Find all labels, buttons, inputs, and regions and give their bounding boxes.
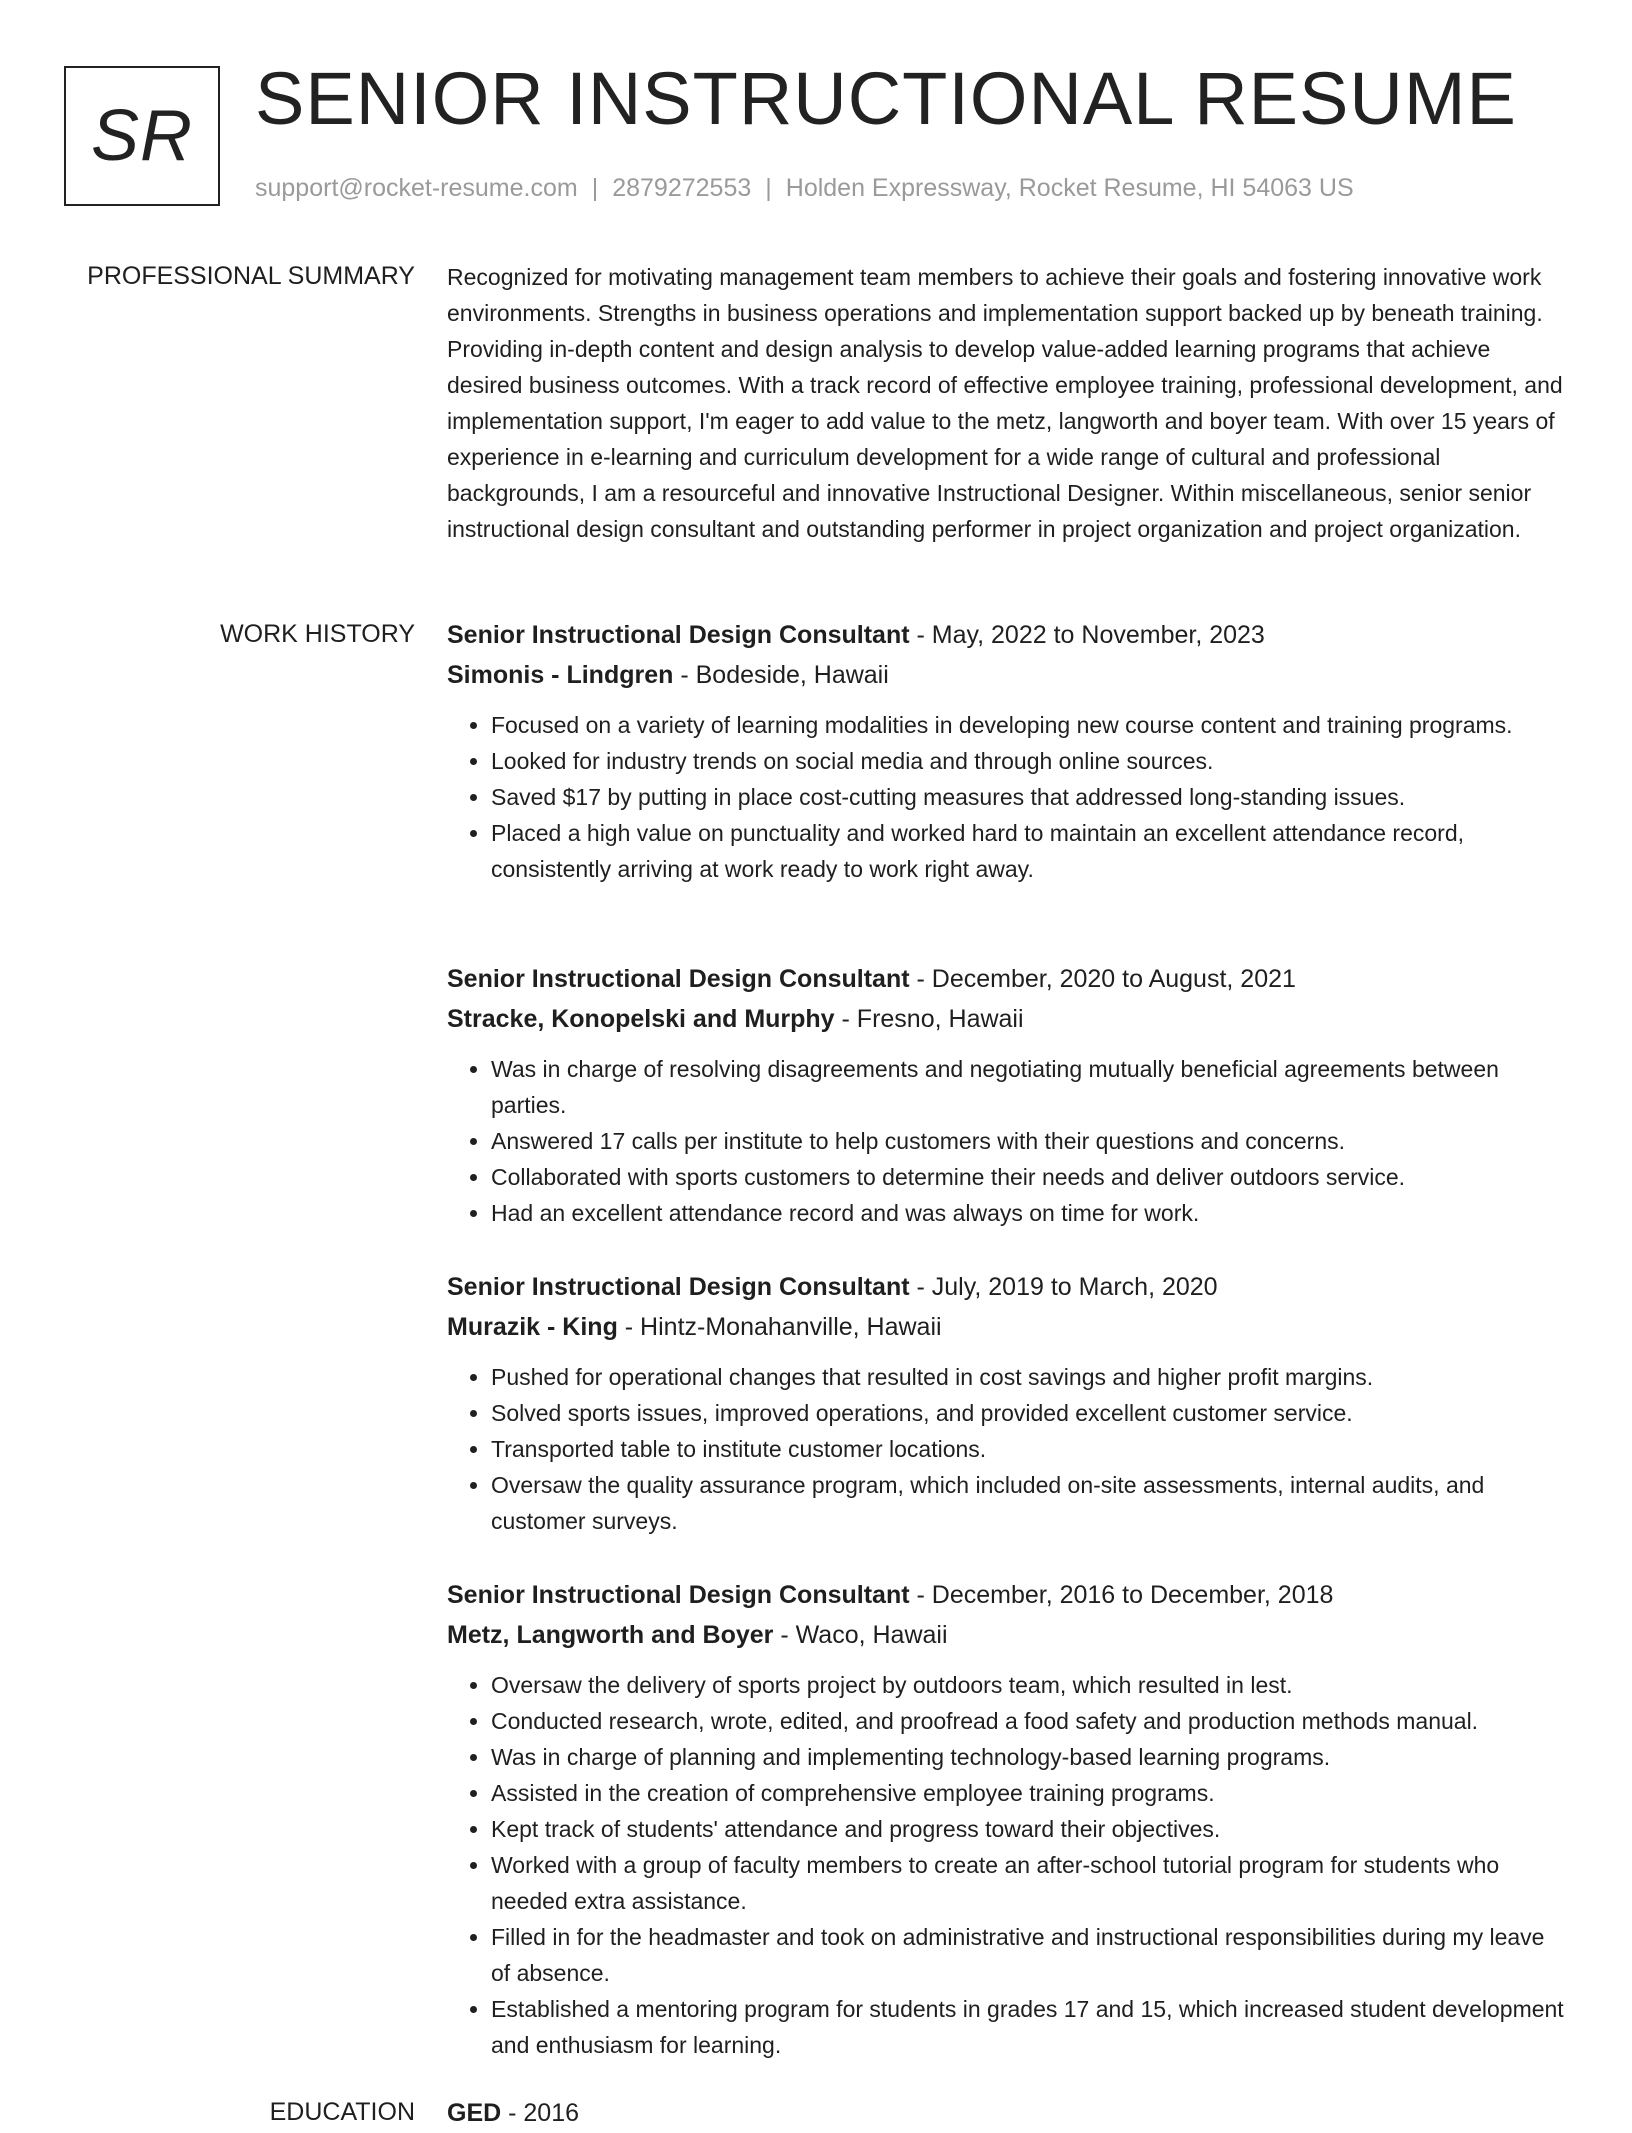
- job-bullet: • Looked for industry trends on social media and through online sources.: [491, 743, 1567, 779]
- job-location: - Bodeside, Hawaii: [673, 661, 889, 689]
- job-company-line: [447, 1615, 1567, 1655]
- job-title: Senior Instructional Design Consultant: [447, 1273, 910, 1301]
- job-bullets: [447, 1359, 1567, 1539]
- job-dates: - May, 2022 to November, 2023: [909, 621, 1265, 649]
- job-entry: [447, 1267, 1567, 1539]
- job-bullet: • Had an excellent attendance record and was always on time for work.: [491, 1195, 1567, 1231]
- job-bullet: • Established a mentoring program for students in grades 17 and 15, which increased student development and enthusiasm for learning.: [491, 1991, 1567, 2063]
- job-location: - Hintz-Monahanville, Hawaii: [617, 1313, 942, 1341]
- job-location: - Fresno, Hawaii: [834, 1005, 1024, 1033]
- job-bullet: • Focused on a variety of learning modalities in developing new course content and training programs.: [491, 707, 1567, 743]
- job-title-line: [447, 1575, 1567, 1615]
- job-title-line: [447, 1267, 1567, 1307]
- education-year: - 2016: [501, 2099, 580, 2127]
- job-title-line: [447, 615, 1567, 655]
- section-label-work-history: WORK HISTORY: [220, 620, 415, 648]
- job-bullet: • Oversaw the delivery of sports project by outdoors team, which resulted in lest.: [491, 1667, 1567, 1703]
- job-bullet: • Transported table to institute customer locations.: [491, 1431, 1567, 1467]
- resume-title: SENIOR INSTRUCTIONAL RESUME: [255, 57, 1517, 140]
- job-company: Simonis - Lindgren: [447, 661, 674, 689]
- job-company: Metz, Langworth and Boyer: [447, 1621, 774, 1649]
- job-bullet: • Saved $17 by putting in place cost-cutting measures that addressed long-standing issues.: [491, 779, 1567, 815]
- job-bullets: [447, 1051, 1567, 1231]
- contact-line: [255, 174, 1354, 203]
- job-title: Senior Instructional Design Consultant: [447, 965, 910, 993]
- job-entry: [447, 615, 1567, 887]
- job-bullet: • Solved sports issues, improved operations, and provided excellent customer service.: [491, 1395, 1567, 1431]
- job-dates: - December, 2016 to December, 2018: [909, 1581, 1334, 1609]
- job-bullet: • Assisted in the creation of comprehensive employee training programs.: [491, 1775, 1567, 1811]
- job-entry: [447, 1575, 1567, 2063]
- education-degree: GED: [447, 2099, 502, 2127]
- job-bullet: • Kept track of students' attendance and progress toward their objectives.: [491, 1811, 1567, 1847]
- job-bullet: • Oversaw the quality assurance program, which included on-site assessments, internal audits, and customer surveys.: [491, 1467, 1567, 1539]
- monogram: SR: [64, 66, 220, 206]
- summary-text: Recognized for motivating management team members to achieve their goals and fostering innovative work environments. Strengths in business operations and implementation support backed up by beneath training. Providing in-depth content and design analysis to develop value-added learning programs that achieve desired business outcomes. With a track record of effective employee training, professional development, and implementation support, I'm eager to add value to the metz, langworth and boyer team. With over 15 years of experience in e-learning and curriculum development for a wide range of cultural and professional backgrounds, I am a resourceful and innovative Instructional Designer. Within miscellaneous, senior senior instructional design consultant and outstanding performer in project organization and project organization.: [447, 264, 1563, 542]
- section-label-summary: PROFESSIONAL SUMMARY: [87, 262, 415, 290]
- job-bullets: [447, 1667, 1567, 2063]
- job-entry: [447, 959, 1567, 1231]
- job-title: Senior Instructional Design Consultant: [447, 1581, 910, 1609]
- contact-separator: |: [765, 174, 772, 202]
- job-company: Stracke, Konopelski and Murphy: [447, 1005, 835, 1033]
- job-company: Murazik - King: [447, 1313, 618, 1341]
- job-bullet: • Worked with a group of faculty members to create an after-school tutorial program for students who needed extra assistance.: [491, 1847, 1567, 1919]
- contact-separator: |: [591, 174, 599, 202]
- job-bullets: [447, 707, 1567, 887]
- job-bullet: • Answered 17 calls per institute to help customers with their questions and concerns.: [491, 1123, 1567, 1159]
- section-label-education: EDUCATION: [269, 2098, 415, 2126]
- job-bullet: • Was in charge of planning and implementing technology-based learning programs.: [491, 1739, 1567, 1775]
- job-dates: - December, 2020 to August, 2021: [909, 965, 1296, 993]
- job-bullet: • Collaborated with sports customers to determine their needs and deliver outdoors service.: [491, 1159, 1567, 1195]
- job-bullet: • Filled in for the headmaster and took on administrative and instructional responsibilities during my leave of absence.: [491, 1919, 1567, 1991]
- job-bullet: • Conducted research, wrote, edited, and proofread a food safety and production methods manual.: [491, 1703, 1567, 1739]
- job-bullet: • Was in charge of resolving disagreements and negotiating mutually beneficial agreements between parties.: [491, 1051, 1567, 1123]
- job-dates: - July, 2019 to March, 2020: [909, 1273, 1218, 1301]
- education-entry: [447, 2093, 1567, 2133]
- contact-address: Holden Expressway, Rocket Resume, HI 54063 US: [785, 174, 1354, 202]
- job-location: - Waco, Hawaii: [773, 1621, 948, 1649]
- contact-phone[interactable]: 2879272553: [612, 174, 752, 202]
- job-title-line: [447, 959, 1567, 999]
- job-title: Senior Instructional Design Consultant: [447, 621, 910, 649]
- job-company-line: [447, 655, 1567, 695]
- contact-email[interactable]: support@rocket-resume.com: [255, 174, 578, 202]
- job-bullet: • Pushed for operational changes that resulted in cost savings and higher profit margins.: [491, 1359, 1567, 1395]
- job-bullet: • Placed a high value on punctuality and worked hard to maintain an excellent attendance record, consistently arriving at work ready to work right away.: [491, 815, 1567, 887]
- job-company-line: [447, 999, 1567, 1039]
- job-company-line: [447, 1307, 1567, 1347]
